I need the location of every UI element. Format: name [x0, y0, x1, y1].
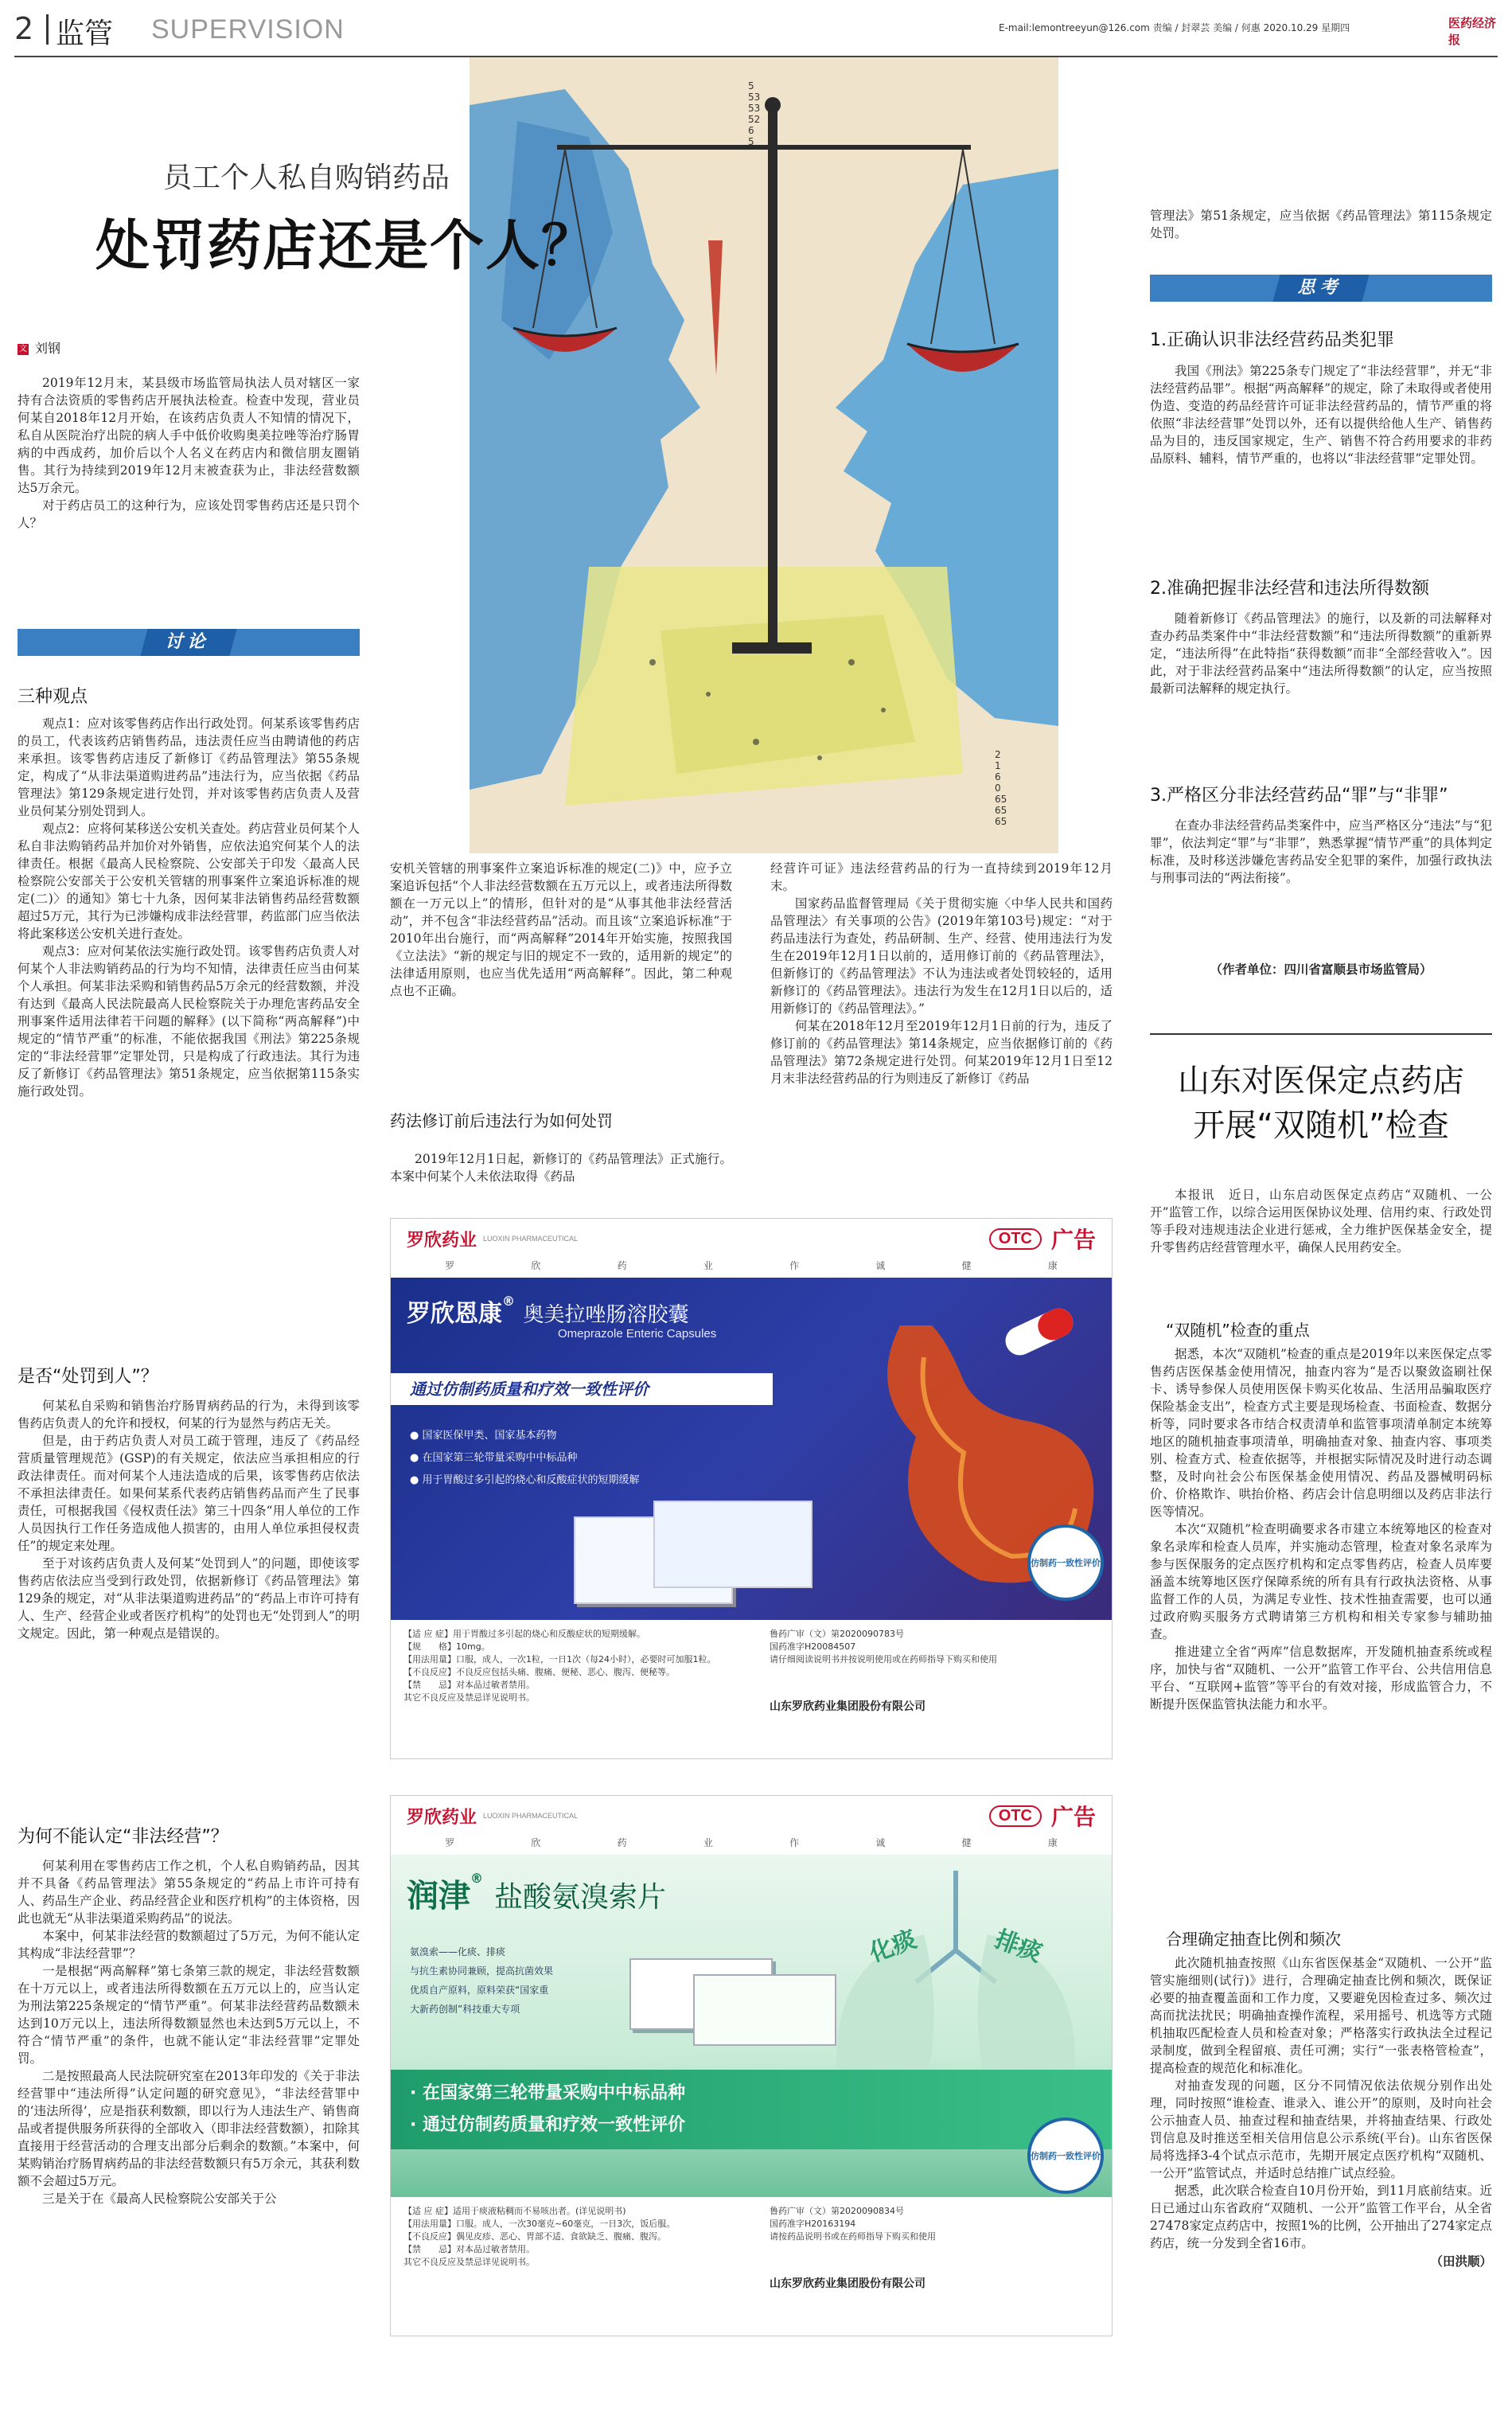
ad-company-en: LUOXIN PHARMACEUTICAL	[483, 1235, 579, 1243]
slogan-char: 作	[789, 1837, 800, 1848]
byline	[18, 338, 60, 357]
paragraph: 我国《刑法》第225条专门规定了“非法经营罪”，并无“非法经营药品罪”。根据“两高解释”的规定，除了未取得或者使用伪造、变造的药品经营许可证非法经营药品的，情节严重的将依照“非法经营罪”处罚以外，还有以提供给他人生产、销售药品为目的，违反国家规定，生产、销售不符合药用要求的非药品原料、辅料，情节严重的，也将以“非法经营罪”定罪处罚。	[1150, 364, 1492, 466]
ad-label: 广告	[1050, 1227, 1096, 1253]
illustration-scales	[470, 57, 1058, 853]
slogan-char: 欣	[531, 1260, 541, 1271]
ad-slogan	[391, 1836, 1112, 1855]
art-number: 65	[995, 794, 1007, 805]
slogan-char: 罗	[445, 1837, 455, 1848]
author-name: 刘钢	[35, 341, 61, 356]
slogan-char: 作	[789, 1260, 800, 1271]
ad-approval-text	[770, 2205, 1088, 2243]
heading-three-views: 三种观点	[18, 687, 88, 707]
product-box	[693, 1974, 836, 2046]
ad-info-line: 【禁 忌】对本品过敏者禁用。	[403, 2244, 535, 2254]
ad-product-name: 润津	[407, 1878, 470, 1914]
ad-footer	[391, 2197, 1112, 2299]
heading-law-revision: 药法修订前后违法行为如何处罚	[390, 1111, 613, 1130]
art-number: 5	[748, 80, 754, 92]
ad-ambroxol	[390, 1795, 1113, 2336]
column-4-think-3	[1150, 817, 1492, 887]
paragraph: 据悉，此次联合检查自10月份开始，到11月底前结束。近日已通过山东省政府“双随机、一公开”监管工作平台，从全省27478家定点药店中，按照1%的比例，公开抽出了274家定点药店，统一分发到全省16市。	[1150, 2184, 1492, 2250]
ad-bullet: ● 国家医保甲类、国家基本药物	[410, 1430, 557, 1442]
ad-label: 广告	[1050, 1804, 1096, 1830]
ad-slogan	[391, 1259, 1112, 1278]
article2-title-line2: 开展“双随机”检查	[1193, 1107, 1449, 1144]
ad-company-full: 山东罗欣药业集团股份有限公司	[770, 2277, 926, 2290]
ad-bullet: ● 在国家第三轮带量采购中中标品种	[410, 1452, 578, 1464]
ad-visual	[391, 1855, 1112, 2197]
ad-bullets	[391, 2070, 1112, 2149]
slogan-char: 诚	[875, 1837, 886, 1848]
paragraph: 经营许可证》违法经营药品的行为一直持续到2019年12月末。	[770, 861, 1113, 893]
section-title: 监管	[56, 18, 114, 50]
paragraph: 推进建立全省“两库”信息数据库，开发随机抽查系统或程序，加快与省“双随机、一公开”监管工作平台、公共信用信息平台、“互联网+监管”等平台的有效对接，形成监管合力，不断提升医保监管执法能力和水平。	[1150, 1645, 1492, 1711]
ad-approval-line: 鲁药广审（文）第2020090783号	[770, 1629, 904, 1639]
heading-think-1: 1.正确认识非法经营药品类犯罪	[1150, 330, 1394, 350]
otc-badge: OTC	[989, 1228, 1042, 1250]
art-number: 65	[995, 805, 1007, 816]
consistency-stamp: 仿制药一致性评价	[1027, 1524, 1104, 1601]
article2-signature: （田洪顺）	[1430, 2254, 1492, 2269]
column-1-top	[18, 374, 360, 532]
ad-small-bullets	[410, 1942, 553, 2019]
paragraph: 对抽查发现的问题，区分不同情况依法依规分别作出处理，同时按照“谁检查、谁录入、谁公开”的原则，及时向社会公示抽查人员、抽查过程和抽查结果，并将抽查结果、行政处罚信息及时推送至相关信用信息公示系统(平台)。山东省医保局将选择3-4个试点示范市，先期开展定点医疗机构“双随机、一公开”监管试点，并适时总结推广试点经验。	[1150, 2078, 1492, 2180]
paragraph: 但是，由于药店负责人对员工疏于管理，违反了《药品经营质量管理规范》(GSP)的有关规定，依法应当承担相应的行政法律责任。而对何某个人违法造成的后果，该零售药店依法不承担法律责任。如果何某系代表药店销售药品而产生了民事责任，可根据我国《侵权责任法》第三十四条“用人单位的工作人员因执行工作任务造成他人损害的，由用人单位承担侵权责任”的规定来处理。	[18, 1434, 360, 1553]
slogan-char: 业	[703, 1260, 713, 1271]
paragraph: 本案中，何某非法经营的数额超过了5万元，为何不能认定其构成“非法经营罪”？	[18, 1929, 360, 1961]
slogan-char: 药	[617, 1837, 627, 1848]
ad-header	[391, 1219, 1112, 1259]
ad-tagline: 通过仿制药质量和疗效一致性评价	[391, 1373, 773, 1405]
paragraph: 在查办非法经营药品类案件中，应当严格区分“违法”与“犯罪”，依法判定“罪”与“非罪”，熟悉掌握“情节严重”的具体判定标准，及时移送涉嫌危害药品安全犯罪的案件，加强行政执法与刑事司法的“两法衔接”。	[1150, 818, 1492, 885]
section-title-en: SUPERVISION	[151, 14, 345, 45]
art-number: 0	[995, 783, 1001, 794]
ad-bullets	[410, 1425, 639, 1492]
paragraph: 此次随机抽查按照《山东省医保基金“双随机、一公开”监管实施细则(试行)》进行，合理确定抽查比例和频次，既保证必要的抽查覆盖面和工作力度，又要避免因检查过多、频次过高而扰法扰民；明确抽查操作流程，采用摇号、机选等方式随机抽取匹配检查人员和检查对象；严格落实行政执法全过程记录制度，做到全程留痕、责任可溯；实行“一张表格管检查”，提高检查的规范化和标准化。	[1150, 1956, 1492, 2075]
column-2	[390, 860, 732, 1000]
paragraph: 一是根据“两高解释”第七条第三款的规定，非法经营数额在十万元以上，或者违法所得数额在五万元以上的，应当认定为刑法第225条规定的“情节严重”。何某非法经营药品数额未达到10万元以上，违法所得数额显然也未达到5万元以上，不符合“情节严重”的条件，也就不能认定“非法经营罪”定罪处罚。	[18, 1964, 360, 2066]
ad-product-generic: 奥美拉唑肠溶胶囊	[523, 1303, 689, 1327]
slogan-char: 欣	[531, 1837, 541, 1848]
art-number: 6	[748, 125, 754, 136]
author-unit: （作者单位：四川省富顺县市场监管局）	[1210, 962, 1432, 977]
article2-title	[1150, 1059, 1492, 1148]
art-number: 5	[748, 136, 754, 147]
slogan-char: 药	[617, 1260, 627, 1271]
paragraph: 观点2：应将何某移送公安机关查处。药店营业员何某个人私自非法购销药品并加价对外销售，应依法追究何某个人的法律责任。根据《最高人民检察院、公安部关于印发〈最高人民检察院公安部关于公安机关管辖的刑事案件立案追诉标准的规定(二)〉的通知》第七十九条，因何某非法销售药品经营数额超过5万元，其行为已涉嫌构成非法经营罪，药监部门应当依法将此案移送公安机关进行查处。	[18, 822, 360, 941]
column-4-think-2	[1150, 610, 1492, 697]
art-number: 53	[748, 92, 761, 103]
paragraph: 随着新修订《药品管理法》的施行，以及新的司法解释对查办药品类案件中“非法经营数额”和“违法所得数额”的重新界定，“违法所得”在此特指“获得数额”而非“全部经营收入”。因此，对于非法经营药品案中“违法所得数额”的认定，应当按照最新司法解释的规定执行。	[1150, 611, 1492, 696]
art-number: 1	[995, 760, 1001, 771]
paragraph: 本次“双随机”检查明确要求各市建立本统筹地区的检查对象名录库和检查人员库，并实施动态管理，检查对象名录库为参与医保服务的定点医疗机构和定点零售药店，检查人员库要涵盖本统筹地区医疗保障系统的所有具有行政执法资格、从事监督工作的人员，为满足专业性、技术性抽查需要，也可以通过政府购买服务方式聘请第三方机构和相关专家参与辅助抽查。	[1150, 1522, 1492, 1641]
header-meta: E-mail:lemontreeyun@126.com 责编 / 封翠芸 美编 / 何惠 2020.10.29 星期四	[999, 22, 1350, 33]
ad-header	[391, 1796, 1112, 1836]
ad-approval	[770, 1628, 1088, 1714]
article2-body-1	[1150, 1186, 1492, 1256]
heading-think-3: 3.严格区分非法经营药品“罪”与“非罪”	[1150, 786, 1448, 806]
product-box	[653, 1501, 813, 1588]
article2-heading-2: 合理确定抽查比例和频次	[1166, 1930, 1341, 1949]
slogan-char: 健	[961, 1260, 972, 1271]
ad-info-line: 【规 格】10mg。	[403, 1641, 490, 1652]
ad-small-bullet: 氨溴索——化痰、排痰	[410, 1946, 506, 1957]
column-1-views	[18, 715, 360, 1100]
ad-bullet: · 在国家第三轮带量采购中中标品种	[410, 2083, 686, 2103]
ad-bullet: ● 用于胃酸过多引起的烧心和反酸症状的短期缓解	[410, 1474, 640, 1486]
slogan-char: 业	[703, 1837, 713, 1848]
article2-body-2	[1150, 1345, 1492, 1713]
art-number: 52	[748, 114, 761, 125]
article2-body-3	[1150, 1954, 1492, 2270]
ad-company-logo: 罗欣药业	[407, 1807, 477, 1828]
column-4-think-1	[1150, 362, 1492, 467]
consistency-stamp: 仿制药一致性评价	[1027, 2117, 1104, 2194]
ad-info-line: 【适 应 症】适用于痰液粘稠而不易咳出者。(详见说明书)	[403, 2206, 626, 2216]
ad-approval-line: 请仔细阅读说明书并按说明使用或在药师指导下购买和使用	[770, 1654, 997, 1665]
column-2-bottom	[390, 1150, 732, 1185]
ad-small-bullet: 优质自产原料，原料荣获“国家重	[410, 1985, 549, 1996]
paragraph: 管理法》第51条规定，应当依据《药品管理法》第115条规定处罚。	[1150, 209, 1492, 240]
paragraph: 何某在2018年12月至2019年12月1日前的行为，违反了修订前的《药品管理法》第14条规定，应当依据修订前的《药品管理法》第72条规定进行处罚。何某2019年12月1日至12月末非法经营药品的行为则违反了新修订《药品	[770, 1019, 1113, 1086]
ad-approval-line: 鲁药广审（文）第2020090834号	[770, 2206, 904, 2216]
ad-company-logo: 罗欣药业	[407, 1230, 477, 1251]
art-number: 2	[995, 749, 1001, 760]
ad-visual	[391, 1278, 1112, 1620]
banner-think	[1150, 275, 1492, 302]
paragraph: 何某私自采购和销售治疗肠胃病药品的行为，未得到该零售药店负责人的允许和授权，何某的行为显然与药店无关。	[18, 1399, 360, 1430]
ad-product-name: 罗欣恩康	[407, 1300, 502, 1328]
art-number: 65	[995, 816, 1007, 827]
ad-footer	[391, 1620, 1112, 1722]
paragraph: 本报讯 近日，山东启动医保定点药店“双随机、一公开”监管工作，以综合运用医保协议处理、信用约束、行政处罚等手段对违规违法企业进行惩戒，全力维护医保基金安全，提升零售药店经营管理水平，确保人民用药安全。	[1150, 1188, 1492, 1255]
scales-illustration-svg	[470, 57, 1058, 853]
ad-bullet: · 通过仿制药质量和疗效一致性评价	[410, 2115, 686, 2135]
heading-think-2: 2.准确把握非法经营和违法所得数额	[1150, 579, 1429, 599]
paragraph: 对于药店员工的这种行为，应该处罚零售药店还是只罚个人？	[18, 498, 360, 530]
ad-info-line: 【用法用量】口服，成人，一次1粒，一日1次（每24小时），必要时可加服1粒。	[403, 1654, 716, 1665]
slogan-char: 罗	[445, 1260, 455, 1271]
banner-label: 思考	[1272, 275, 1369, 302]
paragraph: 安机关管辖的刑事案件立案追诉标准的规定(二)》中，应予立案追诉包括“个人非法经营数额在五万元以上，或者违法所得数额在一万元以上”的情形，但针对的是“从事其他非法经营活动”，并不包含“非法经营药品”活动。而且该“立案追诉标准”于2010年出台施行，而“两高解释”2014年开始实施，按照我国《立法法》“新的规定与旧的规定不一致的，适用新的规定”的法律适用原则，也应当优先适用“两高解释”。因此，第二种观点也不正确。	[390, 861, 732, 998]
ad-omeprazole	[390, 1218, 1113, 1759]
ad-company-full: 山东罗欣药业集团股份有限公司	[770, 1700, 926, 1713]
paragraph: 二是按照最高人民法院研究室在2013年印发的《关于非法经营罪中“违法所得”认定问题的研究意见》，“非法经营罪中的‘违法所得’，应是指获利数额，即以行为人违法生产、销售商品或者提供服务所获得的全部收入（即非法经营数额），扣除其直接用于经营活动的合理支出部分后剩余的数额。”本案中，何某购销治疗肠胃病药品的非法经营数额只有5万余元，其获利数额不会超过5万元。	[18, 2069, 360, 2188]
slogan-char: 康	[1047, 1260, 1058, 1271]
banner-discuss	[18, 629, 360, 656]
ad-company-en: LUOXIN PHARMACEUTICAL	[483, 1812, 579, 1820]
ad-product-generic: 盐酸氨溴索片	[493, 1881, 666, 1914]
paragraph: 2019年12月末，某县级市场监管局执法人员对辖区一家持有合法资质的零售药店开展执法检查。检查中发现，营业员何某自2018年12月开始，在该药店负责人不知情的情况下，私自从医院治疗出院的病人手中低价收购奥美拉唑等治疗肠胃病的中西成药，加价后以个人名义在药店内和微信朋友圈销售。其行为持续到2019年12月末被查获为止，非法经营数额达5万余元。	[18, 376, 360, 495]
ad-product-line: 罗欣恩康® 奥美拉唑肠溶胶囊	[407, 1294, 689, 1328]
slogan-char: 康	[1047, 1837, 1058, 1848]
paragraph: 三是关于在《最高人民检察院公安部关于公	[42, 2191, 277, 2206]
ad-approval-text	[770, 1628, 1088, 1666]
paragraph: 至于对该药店负责人及何某“处罚到人”的问题，即使该零售药店依法应当受到行政处罚，依据新修订《药品管理法》第129条的规定，对“从非法渠道购进药品”的“药品上市许可持有人、生产、经营企业或者医疗机构”的处罚也无“处罚到人”的明文规定。因此，第一种观点是错误的。	[18, 1556, 360, 1641]
tag-paitan: 排痰	[991, 1925, 1046, 1968]
slogan-char: 诚	[875, 1260, 886, 1271]
paragraph: 据悉，本次“双随机”检查的重点是2019年以来医保定点零售药店医保基金使用情况，抽查内容为“是否以聚敛盗刷社保卡、诱导参保人员使用医保卡购买化妆品、生活用品骗取医疗保险基金支出”，检查方式主要是现场检查、书面检查、数据分析等，同时要求各市结合权责清单和监管事项清单制定本统筹地区的随机抽查事项清单，明确抽查对象、抽查内容、事项类别、检查方式、检查依据等，并根据实际情况及时进行动态调整，及时向社会公布医保基金使用情况、药品及器械明码标价、价格欺诈、哄抬价格、药店会计信息明细以及药店非法行医等情况。	[1150, 1347, 1492, 1519]
heading-why-not: 为何不能认定“非法经营”？	[18, 1827, 228, 1847]
slogan-char: 健	[961, 1837, 972, 1848]
art-number: 6	[995, 771, 1001, 783]
ad-info-line: 【适 应 症】用于胃酸过多引起的烧心和反酸症状的短期缓解。	[403, 1629, 645, 1639]
ad-info-line: 【不良反应】偶见皮疹、恶心、胃部不适、食欲缺乏、腹痛、腹泻。	[403, 2231, 666, 2242]
paragraph: 何某利用在零售药店工作之机，个人私自购销药品，因其并不具备《药品管理法》第55条规定的“药品上市许可持有人、药品生产企业、药品经营企业和医疗机构”的主体资格，因此也就无“从非法渠道采购药品”的说法。	[18, 1859, 360, 1926]
ad-info-line: 其它不良反应及禁忌详见说明书。	[403, 2257, 535, 2267]
ad-product-line: 润津® 盐酸氨溴索片	[407, 1871, 666, 1914]
ad-drug-info	[403, 1628, 754, 1714]
ad-approval-line: 请按药品说明书或在药师指导下购买和使用	[770, 2231, 936, 2242]
ad-product-en: Omeprazole Enteric Capsules	[558, 1327, 717, 1341]
section-divider	[1150, 1033, 1492, 1035]
ad-info-line: 【不良反应】不良反应包括头痛、腹痛、便秘、恶心、腹泻、便秘等。	[403, 1667, 675, 1677]
ad-small-bullet: 与抗生素协同兼顾，提高抗菌效果	[410, 1965, 554, 1977]
article2-heading-1: “双随机”检查的重点	[1166, 1321, 1310, 1340]
byline-icon: 文	[19, 344, 27, 353]
ad-small-bullet: 大新药创制”科技重大专项	[410, 2004, 520, 2015]
article-title: 处罚药店还是个人？	[95, 215, 598, 278]
ad-approval	[770, 2205, 1088, 2291]
ad-info-line: 其它不良反应及禁忌详见说明书。	[403, 1692, 535, 1703]
ad-approval-line: 国药准字H20084507	[770, 1641, 856, 1652]
paragraph: 国家药品监督管理局《关于贯彻实施〈中华人民共和国药品管理法〉有关事项的公告》(2019年第103号)规定：“对于药品违法行为查处，药品研制、生产、经营、使用违法行为发生在2019年12月1日以前的，适用修订前的《药品管理法》，但新修订的《药品管理法》不认为违法或者处罚较轻的，适用新修订的《药品管理法》。违法行为发生在12月1日以后的，适用新修订的《药品管理法》。”	[770, 896, 1113, 1016]
ad-info-line: 【禁 忌】对本品过敏者禁用。	[403, 1680, 535, 1690]
paragraph: 2019年12月1日起，新修订的《药品管理法》正式施行。本案中何某个人未依法取得《药品	[390, 1152, 732, 1184]
column-1-why	[18, 1857, 360, 2207]
art-number: 53	[748, 103, 761, 114]
paper-logo: 医药经济报	[1448, 16, 1497, 47]
article-subtitle: 员工个人私自购销药品	[163, 162, 450, 194]
banner-label: 讨论	[140, 629, 236, 656]
page-number: 2	[14, 11, 34, 46]
ad-approval-line: 国药准字H20163194	[770, 2219, 856, 2229]
heading-punish-person: 是否“处罚到人”？	[18, 1367, 158, 1387]
header-divider	[46, 14, 49, 45]
column-4-top	[1150, 207, 1492, 242]
article2-title-line1: 山东对医保定点药店	[1178, 1063, 1464, 1099]
paragraph: 观点3：应对何某依法实施行政处罚。该零售药店负责人对何某个人非法购销药品的行为均不知情，法律责任应当由何某个人承担。何某非法采购和销售药品5万余元的经营数额，并没有达到《最高人民法院最高人民检察院关于办理危害药品安全刑事案件适用法律若干问题的解释》(以下简称“两高解释”)中规定的“情节严重”的标准，不能依据我国《刑法》第225条规定的“非法经营罪”定罪处罚，只是构成了行政违法。其行为违反了新修订《药品管理法》第51条规定，应当依据第115条实施行政处罚。	[18, 944, 360, 1099]
column-1-whether	[18, 1397, 360, 1642]
tag-huatan: 化痰	[866, 1925, 921, 1968]
column-3	[770, 860, 1113, 1087]
paragraph: 观点1：应对该零售药店作出行政处罚。何某系该零售药店的员工，代表该药店销售药品，违法责任应当由聘请他的药店来承担。该零售药店违反了新修订《药品管理法》第55条规定，构成了“从非法渠道购进药品”违法行为，应当依据《药品管理法》第129条规定进行处罚，并对该零售药店负责人及营业员何某分别处罚到人。	[18, 716, 360, 818]
otc-badge: OTC	[989, 1805, 1042, 1827]
ad-info-line: 【用法用量】口服。成人，一次30毫克~60毫克，一日3次，饭后服。	[403, 2219, 676, 2229]
ad-drug-info	[403, 2205, 754, 2291]
